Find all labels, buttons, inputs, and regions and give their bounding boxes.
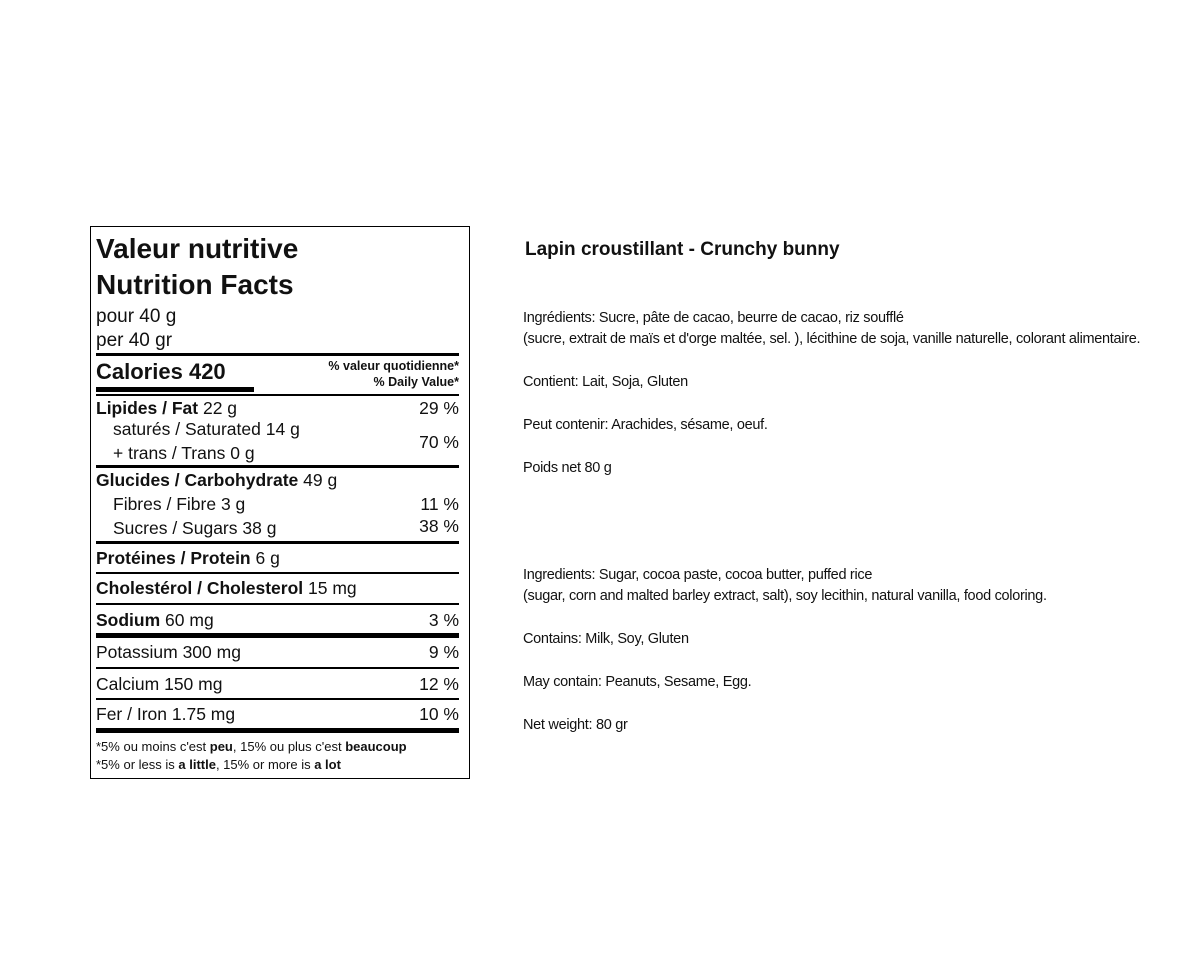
ingredients-en-line2: (sugar, corn and malted barley extract, salt), soy lecithin, natural vanilla, food coloring. bbox=[523, 588, 1047, 604]
sodium-label: Sodium bbox=[96, 610, 161, 630]
calcium-dv: 12 % bbox=[419, 674, 459, 694]
label-title-en: Nutrition Facts bbox=[96, 269, 294, 300]
trans-label: + trans / Trans bbox=[113, 443, 226, 463]
divider bbox=[96, 353, 459, 356]
sugars-row bbox=[113, 517, 276, 539]
footnote-fr bbox=[96, 738, 407, 756]
fat-label: Lipides / Fat bbox=[96, 398, 199, 418]
footnote-emphasis: beaucoup bbox=[345, 739, 407, 754]
potassium-row bbox=[96, 641, 241, 663]
footnote-emphasis: a little bbox=[178, 757, 216, 772]
iron-dv: 10 % bbox=[419, 704, 459, 724]
serving-size-fr: pour 40 g bbox=[96, 306, 177, 327]
net-weight-en: Net weight: 80 gr bbox=[523, 717, 628, 733]
dv-header-fr: % valeur quotidienne* bbox=[328, 359, 459, 373]
calcium-label: Calcium bbox=[96, 674, 160, 694]
fat-amount: 22 g bbox=[202, 398, 238, 418]
footnote-text: , 15% or more is bbox=[215, 757, 315, 772]
product-name: Lapin croustillant - Crunchy bunny bbox=[525, 239, 840, 260]
footnote-emphasis: peu bbox=[209, 739, 233, 754]
serving-size-en: per 40 gr bbox=[96, 330, 173, 351]
footnote-emphasis: a lot bbox=[314, 757, 341, 772]
fibre-amount: 3 g bbox=[220, 494, 246, 514]
protein-row bbox=[96, 547, 280, 569]
calories-row bbox=[96, 359, 226, 385]
fat-dv: 29 % bbox=[419, 398, 459, 418]
footnote-text: *5% or less is bbox=[96, 757, 179, 772]
divider-thick bbox=[96, 728, 459, 733]
saturated-amount: 14 g bbox=[265, 419, 300, 439]
carbs-label: Glucides / Carbohydrate bbox=[96, 470, 299, 490]
divider bbox=[96, 465, 459, 468]
divider-thick bbox=[96, 633, 459, 638]
calories-underline bbox=[96, 387, 254, 392]
net-weight-fr: Poids net 80 g bbox=[523, 460, 612, 476]
may-contain-fr: Peut contenir: Arachides, sésame, oeuf. bbox=[523, 417, 768, 433]
trans-amount: 0 g bbox=[230, 443, 255, 463]
nutrition-facts-table bbox=[90, 226, 470, 779]
ingredients-fr-line1: Ingrédients: Sucre, pâte de cacao, beurre de cacao, riz soufflé bbox=[523, 310, 904, 326]
fat-row bbox=[96, 397, 237, 419]
sugars-dv: 38 % bbox=[419, 516, 459, 536]
carbs-amount: 49 g bbox=[303, 470, 338, 490]
carbs-row bbox=[96, 469, 337, 491]
iron-amount: 1.75 mg bbox=[171, 704, 236, 724]
divider bbox=[96, 698, 459, 700]
sugars-label: Sucres / Sugars bbox=[113, 518, 238, 538]
calcium-amount: 150 mg bbox=[164, 674, 223, 694]
fibre-row bbox=[113, 493, 245, 515]
potassium-label: Potassium bbox=[96, 642, 178, 662]
saturated-row bbox=[113, 418, 300, 440]
sat-trans-dv: 70 % bbox=[419, 432, 459, 452]
divider bbox=[96, 603, 459, 605]
footnote-text: *5% ou moins c'est bbox=[96, 739, 210, 754]
iron-label: Fer / Iron bbox=[96, 704, 167, 724]
fibre-dv: 11 % bbox=[420, 494, 459, 514]
divider bbox=[96, 541, 459, 544]
label-title-fr: Valeur nutritive bbox=[96, 233, 299, 264]
divider bbox=[96, 572, 459, 574]
divider bbox=[96, 394, 459, 396]
dv-header-en: % Daily Value* bbox=[373, 375, 459, 389]
footnote-text: , 15% ou plus c'est bbox=[232, 739, 346, 754]
cholesterol-amount: 15 mg bbox=[308, 578, 357, 598]
ingredients-fr-line2: (sucre, extrait de maïs et d'orge maltée, sel. ), lécithine de soja, vanille naturelle, colorant alimentaire. bbox=[523, 331, 1141, 347]
cholesterol-row bbox=[96, 577, 357, 599]
saturated-label: saturés / Saturated bbox=[113, 419, 261, 439]
contains-fr: Contient: Lait, Soja, Gluten bbox=[523, 374, 688, 390]
sodium-amount: 60 mg bbox=[165, 610, 214, 630]
trans-row bbox=[113, 442, 255, 464]
protein-label: Protéines / Protein bbox=[96, 548, 251, 568]
calories-label: Calories bbox=[96, 359, 183, 384]
divider bbox=[96, 667, 459, 669]
may-contain-en: May contain: Peanuts, Sesame, Egg. bbox=[523, 674, 752, 690]
footnote-en bbox=[96, 756, 341, 774]
potassium-dv: 9 % bbox=[428, 642, 459, 662]
calcium-row bbox=[96, 673, 222, 695]
fibre-label: Fibres / Fibre bbox=[113, 494, 217, 514]
iron-row bbox=[96, 703, 235, 725]
potassium-amount: 300 mg bbox=[182, 642, 241, 662]
ingredients-en-line1: Ingredients: Sugar, cocoa paste, cocoa butter, puffed rice bbox=[523, 567, 873, 583]
sugars-amount: 38 g bbox=[242, 518, 277, 538]
cholesterol-label: Cholestérol / Cholesterol bbox=[96, 578, 304, 598]
contains-en: Contains: Milk, Soy, Gluten bbox=[523, 631, 689, 647]
sodium-row bbox=[96, 609, 214, 631]
calories-value: 420 bbox=[188, 359, 226, 384]
sodium-dv: 3 % bbox=[428, 610, 459, 630]
protein-amount: 6 g bbox=[255, 548, 280, 568]
